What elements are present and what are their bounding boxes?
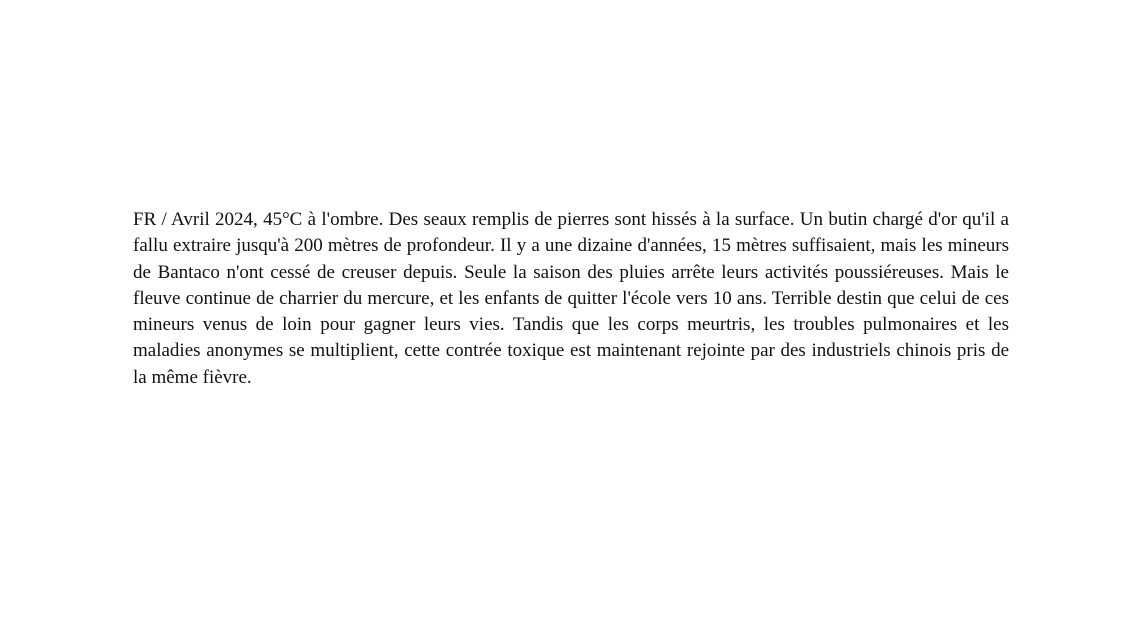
body-paragraph: FR / Avril 2024, 45°C à l'ombre. Des seaux remplis de pierres sont hissés à la surface. Un butin chargé d'or qu'il a fallu extraire jusqu'à 200 mètres de profondeur. Il y a une dizaine d'années, 15 mètres suffisaient, mais les mineurs de Bantaco n'ont cessé de creuser depuis. Seule la saison des pluies arrête leurs activités poussiéreuses. Mais le fleuve continue de charrier du mercure, et les enfants de quitter l'école vers 10 ans. Terrible destin que celui de ces mineurs venus de loin pour gagner leurs vies. Tandis que les corps meurtris, les troubles pulmonaires et les maladies anonymes se multiplient, cette contrée toxique est maintenant rejointe par des industriels chinois pris de la même fièvre. xyxy=(133,209,1009,388)
